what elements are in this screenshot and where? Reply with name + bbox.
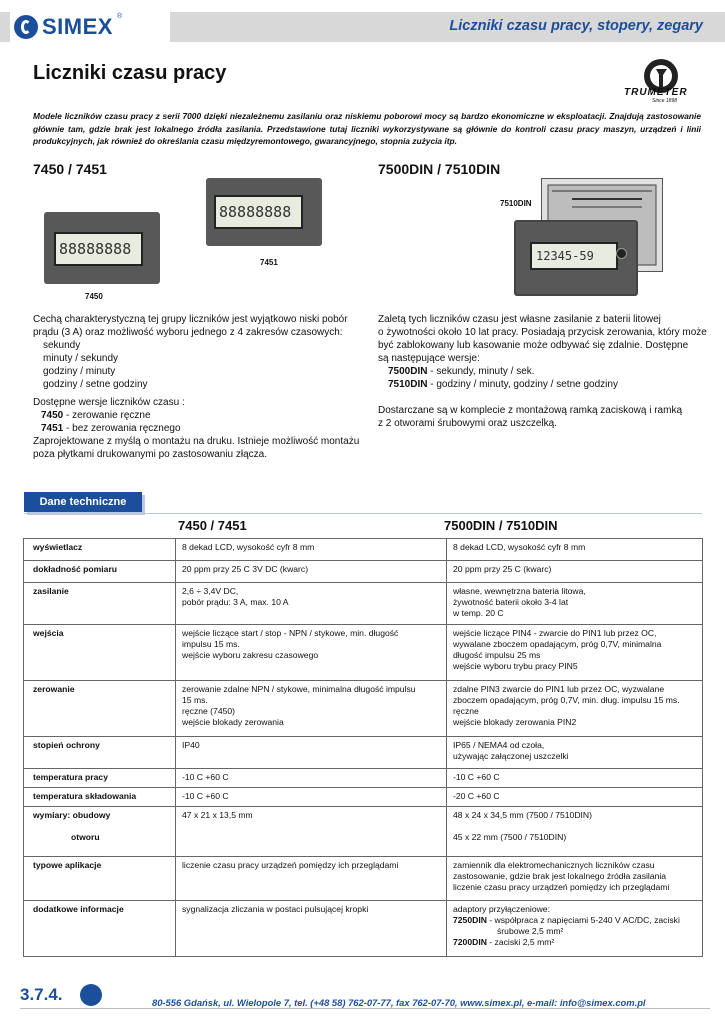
spec-label-line: wymiary: obudowy [33, 810, 111, 820]
spec-label: typowe aplikacje [24, 857, 176, 901]
spec-cell [176, 561, 447, 583]
table-row [24, 737, 703, 769]
reset-button [616, 248, 627, 259]
cell-line: impulsu 15 ms. [182, 639, 240, 649]
cell-line: wejście liczące PIN4 - zwarcie do PIN1 lub przez OC, [453, 628, 657, 638]
cell-line: długość impulsu 25 ms [453, 650, 541, 660]
spec-label: wyświetlacz [24, 539, 176, 561]
table-row [24, 625, 703, 681]
cell-line: 20 ppm przy 25 C 3V DC (kwarc) [182, 564, 309, 574]
tech-col2-heading: 7500DIN / 7510DIN [444, 518, 558, 533]
caption-7510din: 7510DIN [500, 199, 532, 208]
tech-spec-table [23, 538, 703, 957]
trumeter-brand: TRUMETER [624, 87, 688, 98]
cell-line: ręczne [453, 706, 479, 716]
cell-line: liczenie czasu pracy urządzeń pomiędzy ich przeglądami [453, 882, 670, 892]
spec-cell [447, 857, 703, 901]
adapter-text: - współpraca z napięciami 5-240 V AC/DC, zaciski [486, 915, 680, 925]
spec-label: zasilanie [24, 583, 176, 625]
table-row [24, 583, 703, 625]
cell-line: 45 x 22 mm (7500 / 7510DIN) [453, 832, 567, 842]
cell-line: zastosowanie, gdzie brak jest lokalnego źródła zasilania [453, 871, 667, 881]
cell-line: adaptory przyłączeniowe: [453, 904, 550, 914]
spec-cell [447, 583, 703, 625]
trumeter-tagline: Since 1898 [652, 98, 678, 104]
spec-cell [176, 857, 447, 901]
version-item [378, 365, 707, 378]
cell-line: żywotność baterii około 3-4 lat [453, 597, 569, 607]
cell-line: wywalane zboczem opadającym, próg 0,7V, minimalna [453, 639, 662, 649]
desc-line: są następujące wersje: [378, 353, 480, 364]
adapter-item [453, 937, 698, 948]
table-row [24, 539, 703, 561]
version-text: - zerowanie ręczne [63, 410, 151, 421]
cell-line: sygnalizacja zliczania w postaci pulsującej kropki [182, 904, 369, 914]
spec-cell [176, 737, 447, 769]
simex-logo-text: SIMEX [42, 14, 113, 39]
cell-line: wejście blokady zerowania PIN2 [453, 717, 577, 727]
page-number: 3.7.4. [20, 985, 63, 1004]
tech-col1-heading: 7450 / 7451 [178, 518, 247, 533]
adapter-text-cont: śrubowe 2,5 mm² [497, 926, 564, 936]
spec-cell [176, 901, 447, 957]
cell-line: w temp. 20 C [453, 608, 504, 618]
spec-label: zerowanie [24, 681, 176, 737]
spec-cell [447, 539, 703, 561]
range-item: sekundy [43, 340, 81, 351]
cell-line: -10 C +60 C [182, 772, 229, 782]
left-product-description [33, 313, 359, 461]
cell-line: 2,6 ÷ 3,4V DC, [182, 586, 239, 596]
version-code: 7450 [41, 410, 64, 421]
supply-line: Dostarczane są w komplecie z montażową ramką zaciskową i ramką [378, 405, 682, 416]
desc-line: Cechą charakterystyczną tej grupy liczników jest wyjątkowo niski pobór [33, 314, 348, 325]
version-item [33, 409, 359, 422]
adapter-code: 7200DIN [453, 937, 487, 947]
spec-cell [176, 681, 447, 737]
cell-line: zerowanie zdalne NPN / stykowe, minimalna długość impulsu [182, 684, 416, 694]
spec-cell [176, 807, 447, 857]
device-7510din-image [514, 220, 638, 296]
table-row [24, 788, 703, 807]
lcd-7451: 88888888 [214, 195, 303, 229]
tech-data-divider [24, 513, 702, 514]
cell-line: 8 dekad LCD, wysokość cyfr 8 mm [182, 542, 315, 552]
cell-line: pobór prądu: 3 A, max. 10 A [182, 597, 289, 607]
cell-line: zboczem opadającym, próg 0,7V, min. dług. impulsu 15 ms. [453, 695, 680, 705]
version-text: - sekundy, minuty / sek. [427, 366, 535, 377]
spec-cell [176, 625, 447, 681]
cell-line: wejście wyboru zakresu czasowego [182, 650, 319, 660]
spec-cell [447, 901, 703, 957]
adapter-text: - zaciski 2,5 mm² [486, 937, 555, 947]
left-product-heading: 7450 / 7451 [33, 161, 107, 177]
intro-paragraph: Modele liczników czasu pracy z serii 7000 dzięki niezależnemu zasilaniu oraz niskiemu poborowi mocy są bardzo ekonomiczne w eksploatacji. Znajdują zastosowanie głównie tam, gdzie brak jest lokalnego źródła zasilania. Przedstawione tutaj liczniki wykorzystywane są głównie do kontroli czasu pracy maszyn, urządzeń i linii produkcyjnych, jak również do określania czasu międzyremontowego, gwarancyjnego, stopnia zużycia itp. [33, 111, 701, 146]
section-title: Liczniki czasu pracy, stopery, zegary [449, 18, 703, 34]
spec-label: dokładność pomiaru [24, 561, 176, 583]
spec-cell [447, 625, 703, 681]
lcd-7510din: 12345-59 [530, 242, 618, 270]
spec-cell [447, 681, 703, 737]
simex-logo-icon [14, 15, 38, 39]
spec-cell [176, 539, 447, 561]
cell-line: 48 x 24 x 34,5 mm (7500 / 7510DIN) [453, 810, 593, 820]
cell-line [453, 821, 698, 832]
caption-7451: 7451 [260, 258, 278, 267]
cell-line: wejście liczące start / stop - NPN / stykowe, min. długość [182, 628, 399, 638]
page-title: Liczniki czasu pracy [33, 62, 227, 84]
cell-line: zdalne PIN3 zwarcie do PIN1 lub przez OC, wyzwalane [453, 684, 665, 694]
cell-line: używając załączonej uszczelki [453, 751, 569, 761]
simex-footer-logo-icon [80, 984, 102, 1006]
spec-cell [447, 737, 703, 769]
spec-cell [447, 561, 703, 583]
spec-label-line: otworu [71, 832, 100, 842]
spec-label: wejścia [24, 625, 176, 681]
registered-mark: ® [117, 13, 123, 20]
version-code: 7500DIN [388, 366, 428, 377]
table-row [24, 561, 703, 583]
table-row [24, 769, 703, 788]
caption-7450: 7450 [85, 292, 103, 301]
cell-line: liczenie czasu pracy urządzeń pomiędzy ich przeglądami [182, 860, 399, 870]
version-text: - godziny / minuty, godziny / setne godziny [427, 379, 618, 390]
version-item [378, 378, 707, 391]
mount-line: poza płytkami drukowanymi po zastosowaniu złącza. [33, 449, 267, 460]
cell-line: -10 C +60 C [453, 772, 500, 782]
footer-contact: 80-556 Gdańsk, ul. Wielopole 7, tel. (+48 58) 762-07-77, fax 762-07-70, www.simex.pl, e-mail: info@simex.com.pl [152, 997, 646, 1008]
spec-cell [176, 788, 447, 807]
version-text: - bez zerowania ręcznego [63, 423, 181, 434]
spec-label: temperatura pracy [24, 769, 176, 788]
version-code: 7451 [41, 423, 64, 434]
device-7451-image [206, 178, 322, 246]
desc-line: prądu (3 A) oraz możliwość wyboru jednego z 4 zakresów czasowych: [33, 327, 343, 338]
spec-cell [176, 583, 447, 625]
spec-cell [447, 769, 703, 788]
adapter-item [453, 915, 698, 926]
range-item: godziny / setne godziny [43, 379, 148, 390]
version-item [33, 422, 359, 435]
table-row [24, 901, 703, 957]
supply-line: z 2 otworami śrubowymi oraz uszczelką. [378, 418, 557, 429]
spec-label [24, 807, 176, 857]
spec-label: dodatkowe informacje [24, 901, 176, 957]
cell-line: -20 C +60 C [453, 791, 500, 801]
spec-cell [447, 788, 703, 807]
cell-line: 8 dekad LCD, wysokość cyfr 8 mm [453, 542, 586, 552]
footer-divider [20, 1008, 710, 1009]
cell-line: zamiennik dla elektromechanicznych liczników czasu [453, 860, 655, 870]
adapter-code: 7250DIN [453, 915, 487, 925]
mount-line: Zaprojektowane z myślą o montażu na druku. Istnieje możliwość montażu [33, 436, 360, 447]
cell-line: ręczne (7450) [182, 706, 236, 716]
spec-label: stopień ochrony [24, 737, 176, 769]
right-product-description [378, 313, 707, 430]
desc-line: Zaletą tych liczników czasu jest własne zasilanie z baterii litowej [378, 314, 661, 325]
tech-data-tab: Dane techniczne [24, 492, 142, 512]
cell-line: 15 ms. [182, 695, 208, 705]
cell-line: IP65 / NEMA4 od czoła, [453, 740, 545, 750]
table-row [24, 857, 703, 901]
right-product-heading: 7500DIN / 7510DIN [378, 161, 501, 177]
desc-line: być zablokowany lub kasowanie może odbywać się zdalnie. Dostępne [378, 340, 689, 351]
table-row [24, 807, 703, 857]
range-item: godziny / minuty [43, 366, 116, 377]
spec-cell [447, 807, 703, 857]
range-item: minuty / sekundy [43, 353, 119, 364]
desc-line: o żywotności około 10 lat pracy. Posiadają przycisk zerowania, który może [378, 327, 707, 338]
lcd-7450: 88888888 [54, 232, 143, 266]
versions-intro: Dostępne wersje liczników czasu : [33, 397, 185, 408]
cell-line: IP40 [182, 740, 200, 750]
spec-cell [176, 769, 447, 788]
table-row [24, 681, 703, 737]
device-7450-image [44, 212, 160, 284]
cell-line: 47 x 21 x 13,5 mm [182, 810, 253, 820]
spec-label: temperatura składowania [24, 788, 176, 807]
trumeter-logo [612, 56, 710, 106]
version-code: 7510DIN [388, 379, 428, 390]
cell-line: wejście blokady zerowania [182, 717, 284, 727]
cell-line: 20 ppm przy 25 C (kwarc) [453, 564, 552, 574]
cell-line: własne, wewnętrzna bateria litowa, [453, 586, 586, 596]
cell-line: -10 C +60 C [182, 791, 229, 801]
cell-line: wejście wyboru trybu pracy PIN5 [453, 661, 578, 671]
